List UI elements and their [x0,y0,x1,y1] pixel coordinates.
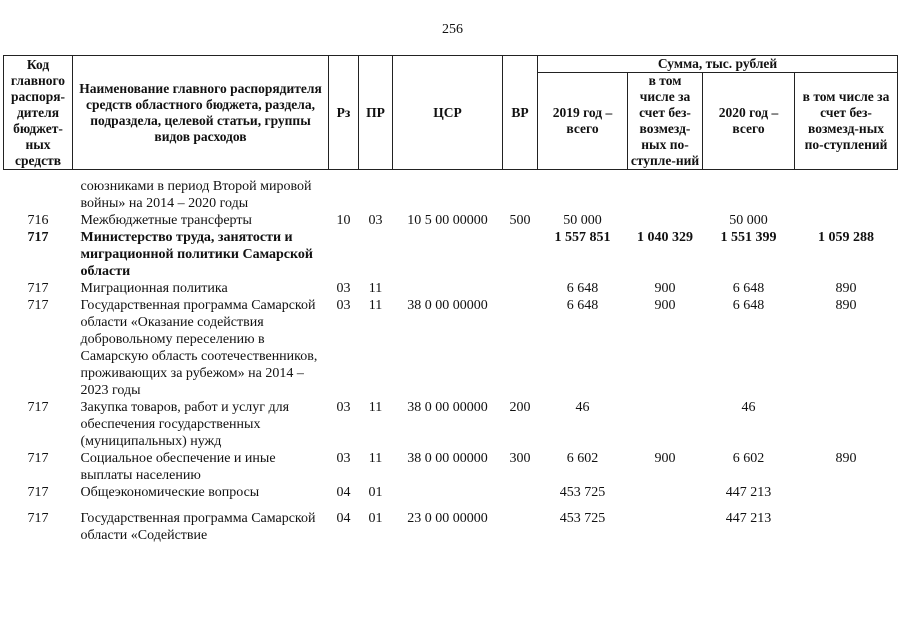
cell-2019-free [628,212,703,229]
cell-rz [329,229,359,280]
table-body [4,170,898,545]
cell-2020-total: 46 [741,400,756,415]
cell-csr: 38 0 00 00000 [407,298,488,313]
cell-pr: 11 [368,400,383,415]
cell-csr [393,280,503,297]
cell-csr [393,170,503,213]
cell-name: Общеэкономические вопросы [80,485,260,500]
cell-rz: 04 [336,485,351,500]
cell-code: 717 [27,485,49,500]
header-pr: ПР [359,56,393,170]
table-row [4,212,898,229]
table-row [4,297,898,399]
cell-2019-free [628,501,703,544]
cell-2019-total: 1 557 851 [554,230,611,245]
cell-name: Государственная программа Самарской области «Содействие [80,511,316,543]
page-number: 256 [442,22,463,37]
cell-csr: 38 0 00 00000 [407,451,488,466]
cell-2020-free [795,399,898,450]
table-row [4,399,898,450]
table-header [4,56,898,170]
table-row [4,229,898,280]
cell-2020-free [795,212,898,229]
cell-2020-free [795,170,898,213]
cell-2019-total: 453 725 [559,511,606,526]
budget-table [3,55,898,544]
cell-code: 717 [27,400,49,415]
cell-name: союзниками в период Второй мировой войны» на 2014 – 2020 годы [80,179,312,211]
cell-vr [503,229,538,280]
cell-2020-total: 6 602 [732,451,765,466]
cell-2019-free: 1 040 329 [637,230,693,245]
cell-rz: 03 [336,298,351,313]
cell-2019-free: 900 [654,451,676,466]
header-vr: ВР [503,56,538,170]
cell-2020-total: 447 213 [725,485,772,500]
cell-code: 717 [27,230,49,245]
cell-csr [393,229,503,280]
table-row [4,484,898,501]
cell-vr: 300 [509,451,531,466]
table-row [4,501,898,544]
cell-2020-free: 890 [835,298,857,313]
cell-rz: 03 [336,400,351,415]
cell-2019-total: 6 648 [566,281,599,296]
cell-code: 717 [27,298,49,313]
cell-csr: 38 0 00 00000 [407,400,488,415]
cell-vr [503,501,538,544]
cell-code: 716 [27,213,49,228]
cell-name: Социальное обеспечение и иные выплаты населению [80,451,276,483]
cell-2020-free [795,484,898,501]
cell-2019-free: 900 [654,281,676,296]
table-row [4,280,898,297]
cell-csr [393,484,503,501]
header-code: Код главного распоря-дителя бюджет-ных средств [4,56,73,170]
cell-2019-total: 46 [575,400,590,415]
cell-2019-free [628,484,703,501]
header-rz: Рз [329,56,359,170]
cell-2020-free: 890 [835,281,857,296]
cell-2019-free: 900 [654,298,676,313]
cell-pr: 01 [368,485,383,500]
cell-rz: 04 [336,511,351,526]
cell-rz: 03 [336,451,351,466]
cell-name: Закупка товаров, работ и услуг для обеспечения государственных (муниципальных) нужд [80,400,290,449]
cell-vr: 500 [509,213,531,228]
cell-2020-free [795,501,898,544]
cell-2019-total [538,170,628,213]
header-2019-total: 2019 год – всего [538,73,628,170]
header-2020-total: 2020 год – всего [703,73,795,170]
cell-pr: 03 [368,213,383,228]
cell-vr [503,170,538,213]
header-name: Наименование главного распорядителя средств областного бюджета, раздела, подраздела, целевой статьи, группы видов расходов [73,56,329,170]
cell-2019-total: 6 602 [566,451,599,466]
cell-2020-total: 447 213 [725,511,772,526]
cell-2019-total: 6 648 [566,298,599,313]
cell-code [4,170,73,213]
cell-name: Министерство труда, занятости и миграционной политики Самарской области [80,230,313,279]
header-2019-free: в том числе за счет без-возмезд-ных по-ступле-ний [628,73,703,170]
cell-2020-total [703,170,795,213]
cell-csr: 23 0 00 00000 [407,511,488,526]
cell-rz [329,170,359,213]
cell-name: Миграционная политика [80,281,228,296]
cell-2020-total: 50 000 [729,213,768,228]
cell-2020-total: 6 648 [732,281,765,296]
cell-pr: 11 [368,298,383,313]
cell-vr [503,280,538,297]
cell-2019-free [628,399,703,450]
cell-pr [359,170,393,213]
cell-2020-total: 6 648 [732,298,765,313]
cell-code: 717 [27,281,49,296]
cell-vr: 200 [509,400,531,415]
cell-pr: 01 [368,511,383,526]
cell-2019-free [628,170,703,213]
cell-rz: 03 [336,281,351,296]
table-row [4,450,898,484]
header-sum-group: Сумма, тыс. рублей [538,56,898,73]
cell-name: Межбюджетные трансферты [80,213,252,228]
cell-rz: 10 [336,213,351,228]
cell-code: 717 [27,451,49,466]
cell-2020-total: 1 551 399 [720,230,777,245]
cell-2020-free: 1 059 288 [818,230,875,245]
cell-vr [503,484,538,501]
cell-pr: 11 [368,451,383,466]
cell-pr [359,229,393,280]
cell-pr: 11 [368,281,383,296]
cell-csr: 10 5 00 00000 [407,213,488,228]
header-csr: ЦСР [393,56,503,170]
cell-2019-total: 50 000 [563,213,602,228]
cell-vr [503,297,538,399]
header-2020-free: в том числе за счет без-возмезд-ных по-ступлений [795,73,898,170]
cell-2019-total: 453 725 [559,485,606,500]
cell-name: Государственная программа Самарской области «Оказание содействия добровольному переселению в Самарскую область соотечественников, проживающих за рубежом» на 2014 – 2023 годы [80,298,318,398]
cell-2020-free: 890 [835,451,857,466]
cell-code: 717 [27,511,49,526]
table-row [4,170,898,213]
